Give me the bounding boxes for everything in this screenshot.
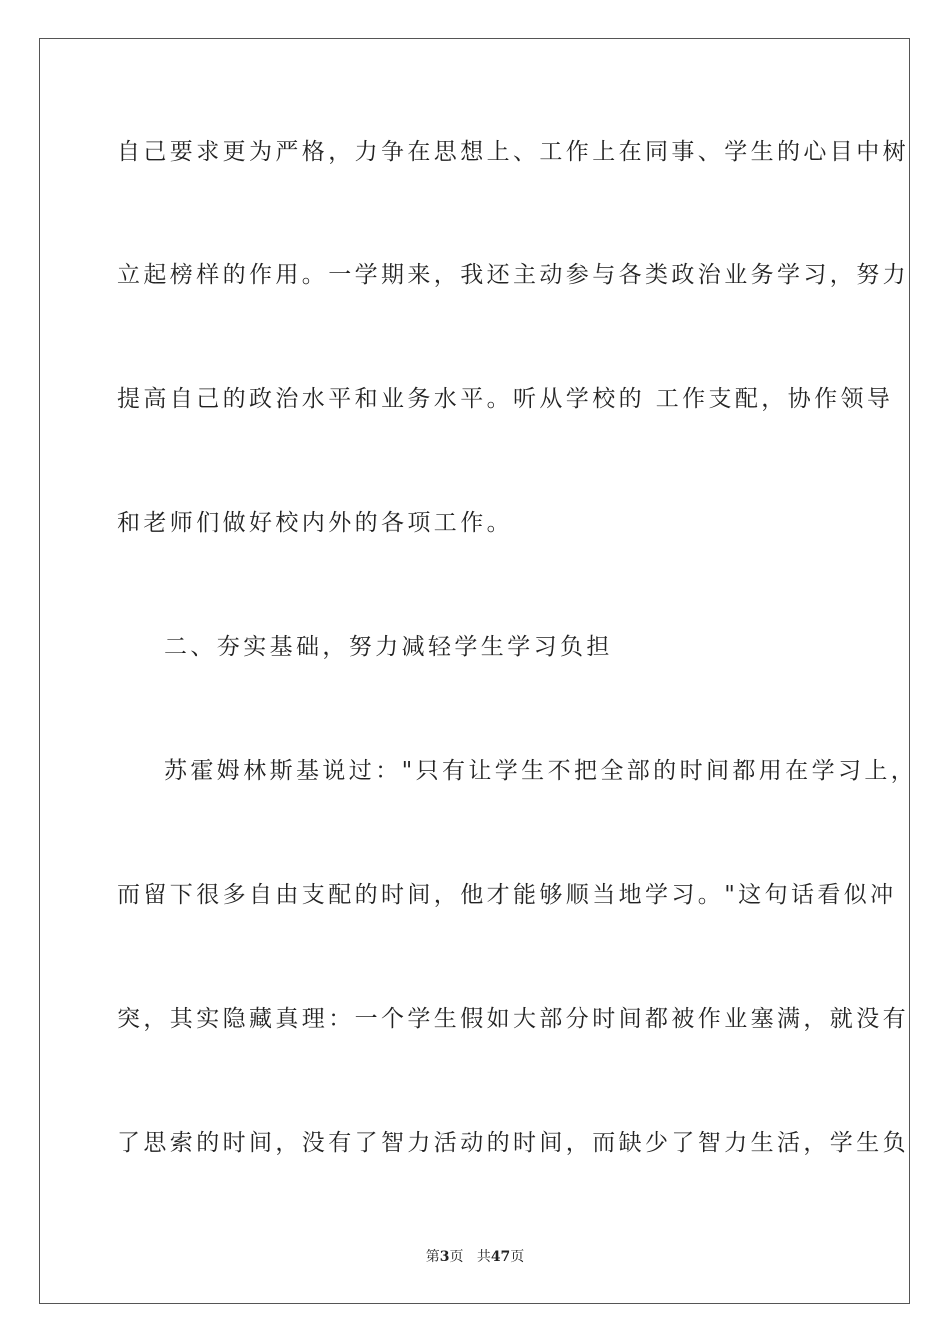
- section-heading: 二、夯实基础，努力减轻学生学习负担: [164, 634, 613, 660]
- footer-page-suffix: 页: [449, 1249, 464, 1265]
- body-line-1: 自己要求更为严格，力争在思想上、工作上在同事、学生的心目中树: [117, 139, 909, 165]
- footer-total-suffix: 页: [510, 1249, 525, 1265]
- body-line-9: 了思索的时间，没有了智力活动的时间，而缺少了智力生活，学生负: [117, 1130, 909, 1156]
- body-line-6: 苏霍姆林斯基说过："只有让学生不把全部的时间都用在学习上，: [164, 758, 918, 784]
- body-line-8: 突，其实隐藏真理：一个学生假如大部分时间都被作业塞满，就没有: [117, 1006, 909, 1032]
- body-line-4: 和老师们做好校内外的各项工作。: [117, 510, 513, 536]
- body-line-2: 立起榜样的作用。一学期来，我还主动参与各类政治业务学习，努力: [117, 262, 909, 288]
- footer-page-prefix: 第: [425, 1249, 440, 1265]
- footer-page-number: 3: [439, 1249, 450, 1265]
- body-line-3: 提高自己的政治水平和业务水平。听从学校的 工作支配，协作领导: [117, 386, 894, 412]
- footer-total-pages: 47: [490, 1249, 511, 1265]
- page-border: [39, 38, 918, 1304]
- footer-total-prefix: 共: [476, 1249, 491, 1265]
- page-footer: [0, 1248, 950, 1266]
- body-line-7: 而留下很多自由支配的时间，他才能够顺当地学习。"这句话看似冲: [117, 882, 897, 908]
